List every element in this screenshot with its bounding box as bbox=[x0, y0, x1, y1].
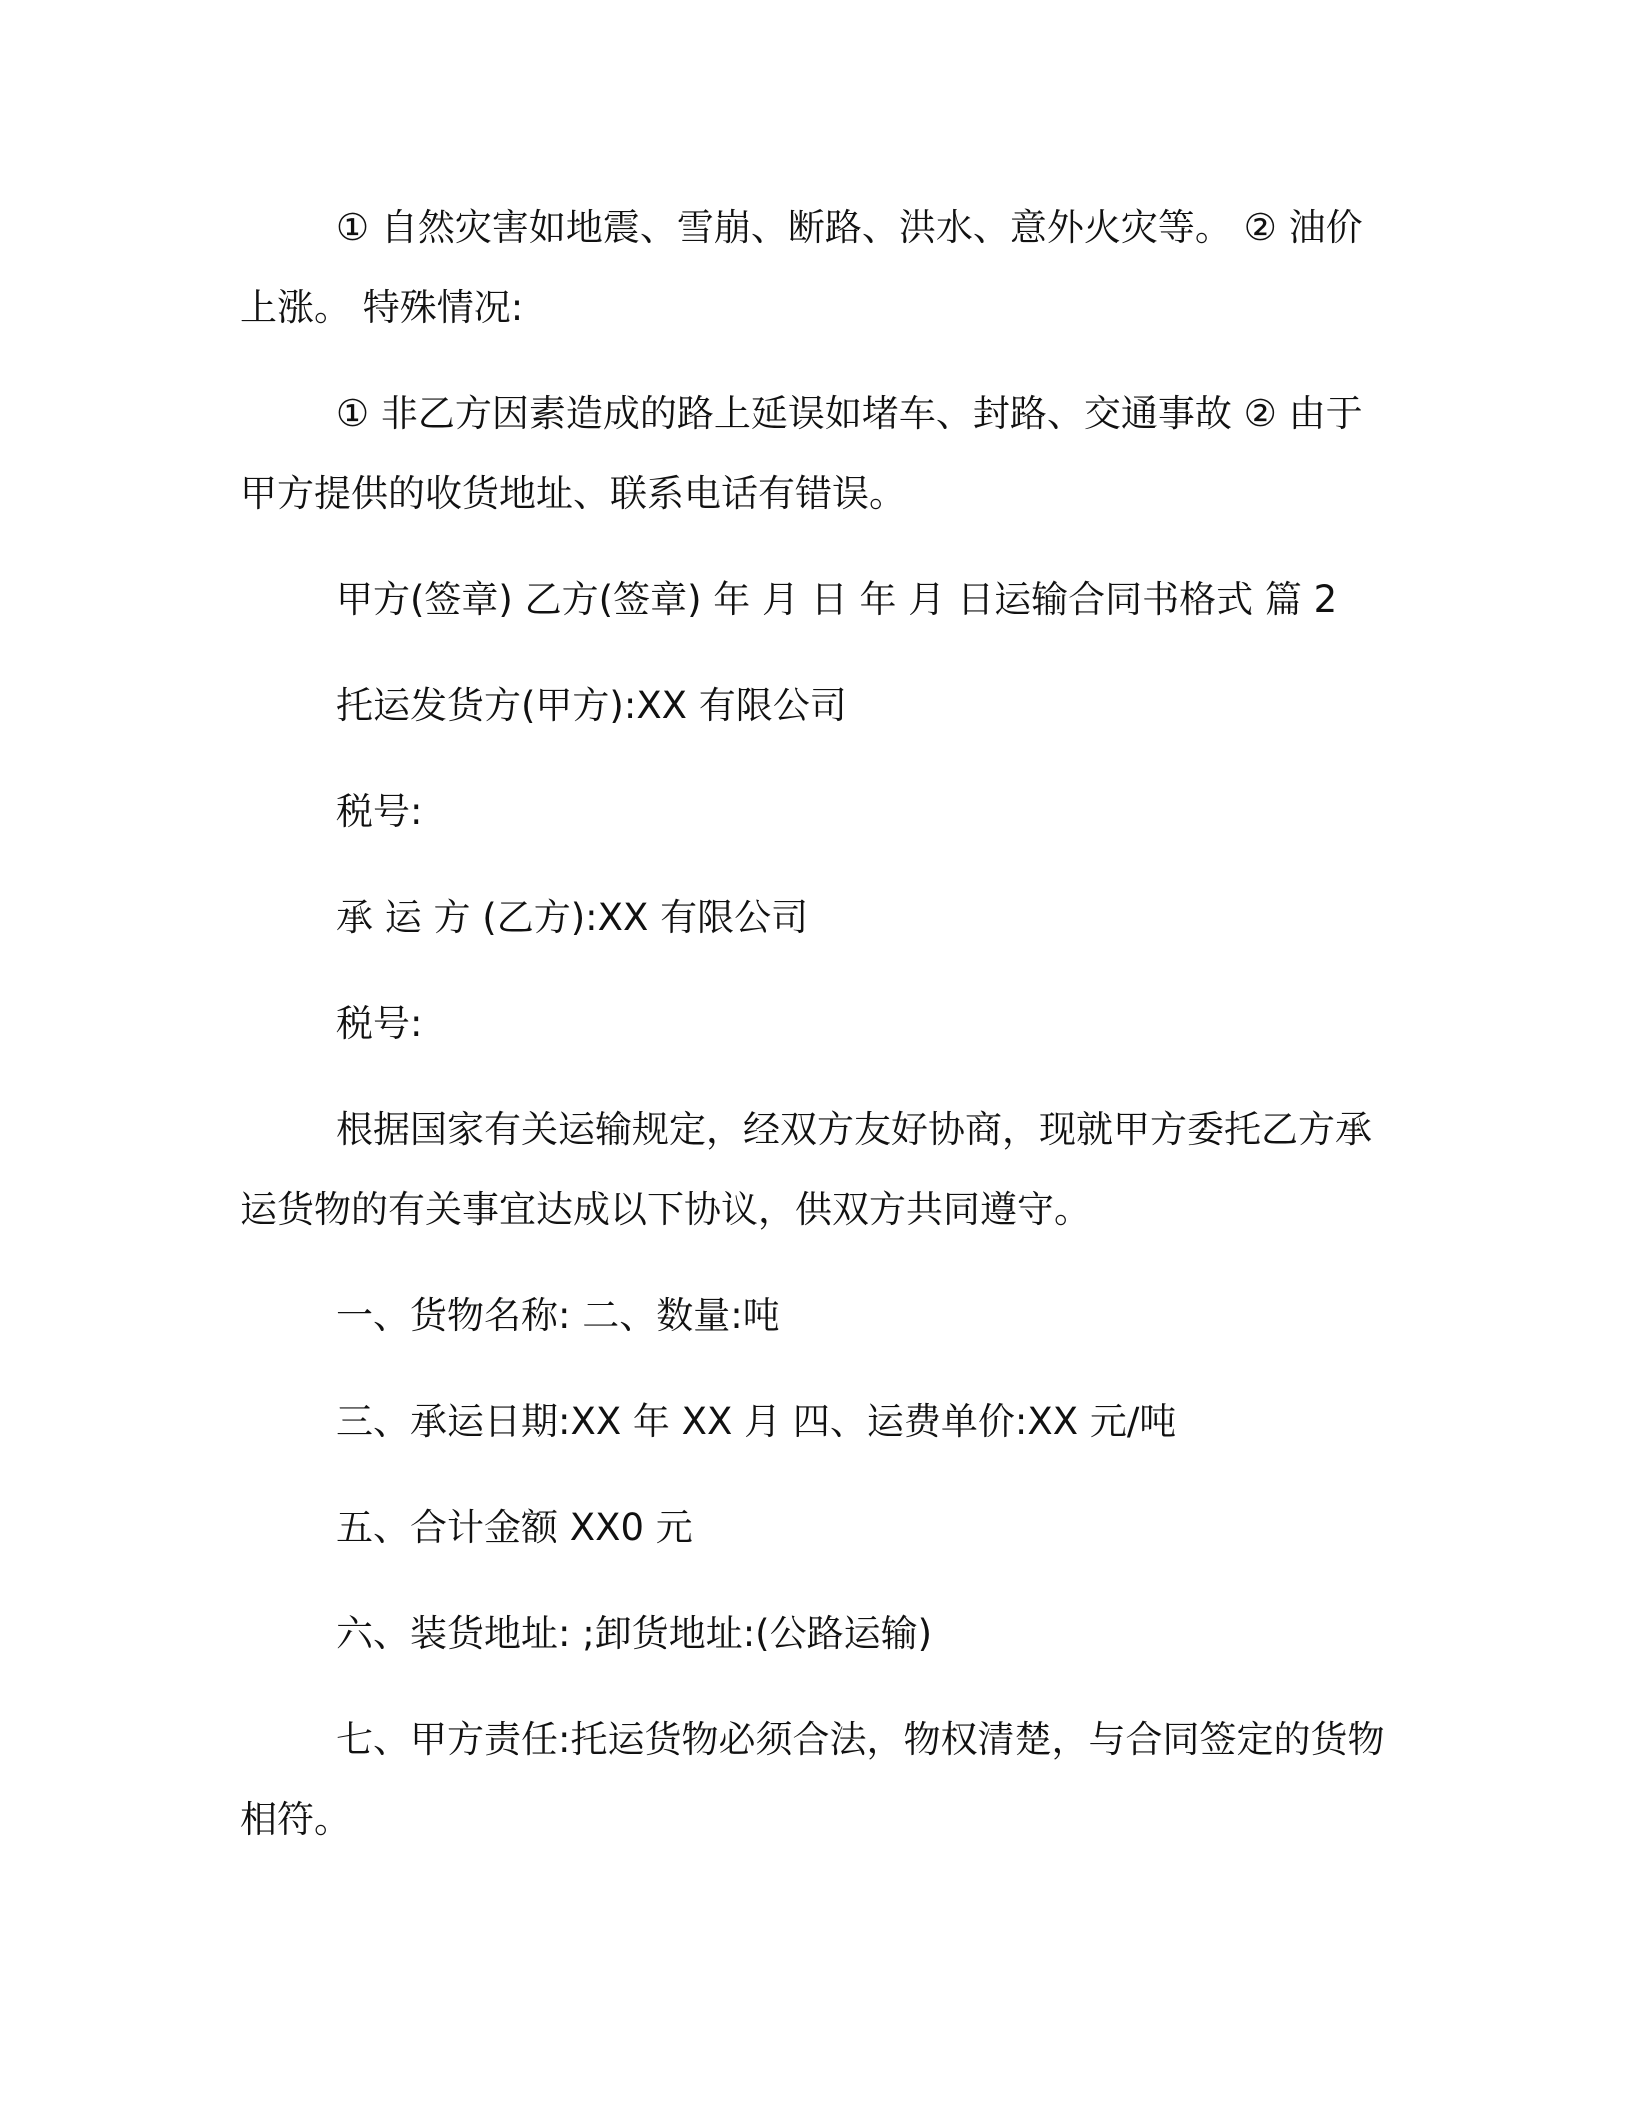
paragraph-signatures: 甲方(签章) 乙方(签章) 年 月 日 年 月 日运输合同书格式 篇 2 bbox=[336, 578, 1338, 621]
paragraph-preamble: 根据国家有关运输规定，经双方友好协商，现就甲方委托乙方承运货物的有关事宜达成以下协议，供双方共同遵守。 bbox=[240, 1108, 1372, 1231]
paragraph-special-cases: ① 非乙方因素造成的路上延误如堵车、封路、交通事故 ② 由于甲方提供的收货地址、联系电话有错误。 bbox=[240, 392, 1363, 515]
paragraph-total-amount: 五、合计金额 XX0 元 bbox=[336, 1506, 693, 1549]
paragraph-addresses: 六、装货地址: ;卸货地址:(公路运输) bbox=[336, 1612, 933, 1655]
paragraph-date-price: 三、承运日期:XX 年 XX 月 四、运费单价:XX 元/吨 bbox=[336, 1400, 1177, 1443]
document-body bbox=[240, 188, 1390, 1886]
paragraph-carrier-tax-id: 税号: bbox=[336, 1002, 423, 1045]
paragraph-force-majeure: ① 自然灾害如地震、雪崩、断路、洪水、意外火灾等。 ② 油价上涨。 特殊情况: bbox=[240, 206, 1363, 329]
paragraph-goods-quantity: 一、货物名称: 二、数量:吨 bbox=[336, 1294, 780, 1337]
paragraph-shipper: 托运发货方(甲方):XX 有限公司 bbox=[336, 684, 847, 727]
paragraph-party-a-duties: 七、甲方责任:托运货物必须合法，物权清楚，与合同签定的货物相符。 bbox=[240, 1718, 1385, 1841]
paragraph-carrier: 承 运 方 (乙方):XX 有限公司 bbox=[336, 896, 809, 939]
paragraph-shipper-tax-id: 税号: bbox=[336, 790, 423, 833]
